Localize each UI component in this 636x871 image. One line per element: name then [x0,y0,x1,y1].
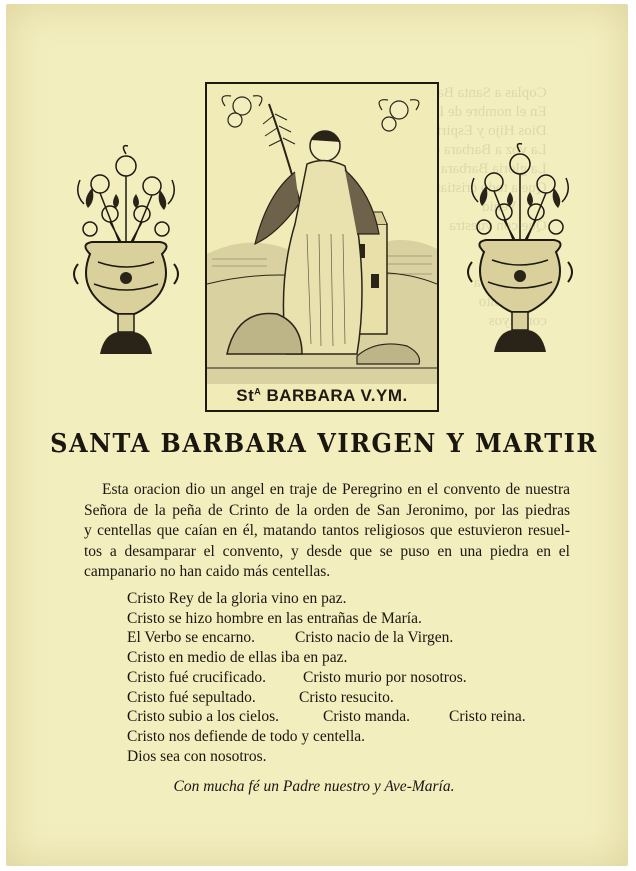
bleed-through-text: Coplas a Santa En el nombre de Dios Hijo y Espiritu La voz a Barbara La gloria Barbara Que a todo cristiano Venid Que con vuestra con rayos [425,85,547,329]
paragraph-line: campanario no han caido más centellas. [84,563,331,580]
prayer-line: Dios sea con nosotros. [127,747,267,765]
document-title: SANTA BARBARA VIRGEN Y MARTIR [50,426,598,459]
paragraph-line: tos a desamparar el convento, y desde que se puso en una piedra en el [84,542,570,560]
paragraph-line: Esta oracion dio un angel en traje de Peregrino en el convento de nuestra [102,481,570,498]
paragraph-line: y centellas que caían en él, matando tantos religiosos que estuvieron resuel- [84,522,570,539]
document-sheet [6,4,628,866]
flower-vase-icon [464,142,576,362]
closing-instruction: Con mucha fé un Padre nuestro y Ave-María. [173,778,455,795]
flower-vase-icon [70,144,182,364]
engraving-caption: $St^A$ BARBARA V.YM. [236,386,408,405]
prayer-line: Cristo Rey de la gloria vino en paz. [127,590,347,607]
prayer-line: Cristo fué crucificado. Cristo murio por nosotros. [127,668,467,686]
paragraph-line: Señora de la peña de Crinto de la orden de San Jeronimo, por las piedras [84,501,570,519]
saint-engraving [205,82,439,412]
intro-paragraph [84,480,570,583]
prayer-block [127,589,547,766]
prayer-line: Cristo en medio de ellas iba en paz. [127,649,348,667]
cherub-icon [222,96,419,131]
prayer-line: Cristo fué sepultado. Cristo resucito. [127,688,394,706]
prayer-line: Cristo subio a los cielos. Cristo manda. Cristo reina. [127,708,526,726]
prayer-line: Cristo se hizo hombre en las entrañas de María. [127,609,422,627]
prayer-line: El Verbo se encarno. Cristo nacio de la Virgen. [127,629,454,647]
prayer-line: Cristo nos defiende de todo y centella. [127,727,366,745]
